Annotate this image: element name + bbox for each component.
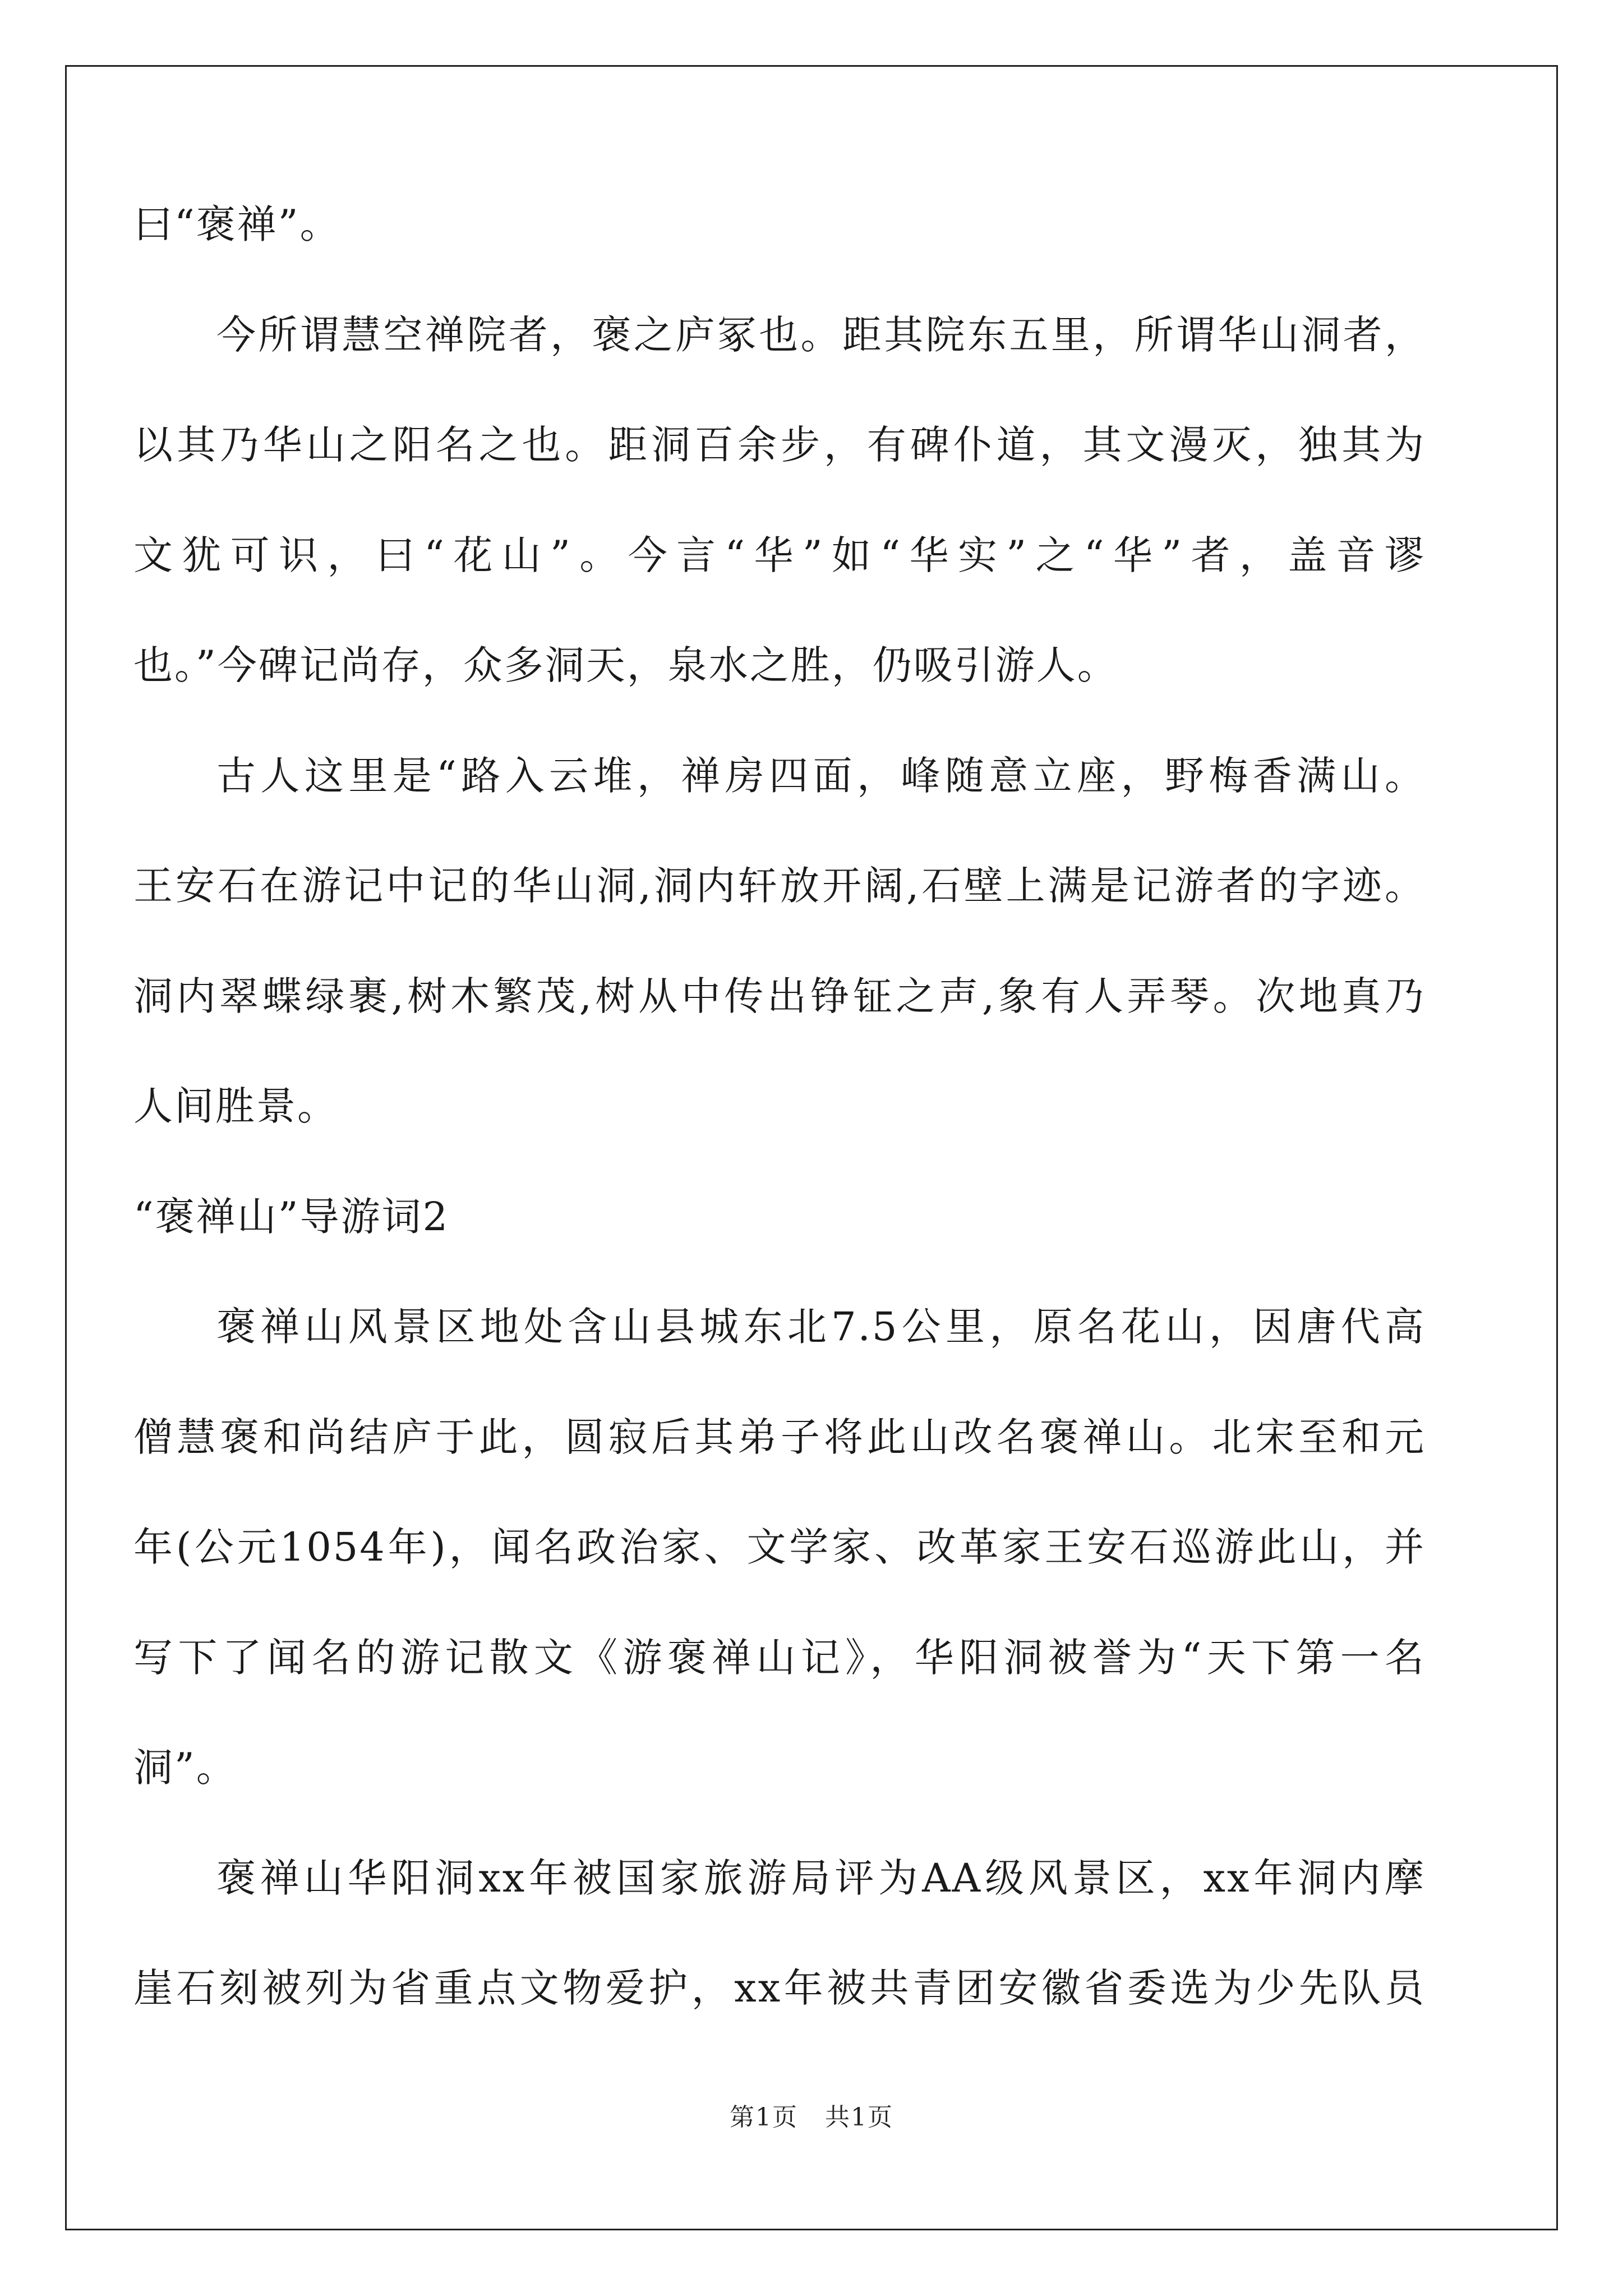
text-line: 僧慧褒和尚结庐于此，圆寂后其弟子将此山改名褒禅山。北宋至和元 [133,1414,1426,1460]
text-line: 古人这里是“路入云堆，禅房四面，峰随意立座，野梅香满山。 [216,752,1426,799]
text-line: 文犹可识，曰“花山”。今言“华”如“华实”之“华”者，盖音谬 [133,532,1426,578]
text-line: 洞”。 [133,1745,237,1791]
text-line: 写下了闻名的游记散文《游褒禅山记》，华阳洞被誉为“天下第一名 [133,1634,1426,1681]
text-line: 王安石在游记中记的华山洞,洞内轩放开阔,石壁上满是记游者的字迹。 [133,863,1426,909]
text-line: 也。”今碑记尚存，众多洞天，泉水之胜，仍吸引游人。 [133,642,1118,688]
page-border [65,65,1558,2230]
section-heading: “褒禅山”导游词2 [133,1193,450,1240]
text-line: 今所谓慧空禅院者，褒之庐冢也。距其院东五里，所谓华山洞者， [216,311,1426,358]
text-line: 年(公元1054年)，闻名政治家、文学家、改革家王安石巡游此山，并 [133,1524,1426,1570]
text-line: 以其乃华山之阳名之也。距洞百余步，有碑仆道，其文漫灭，独其为 [133,422,1426,468]
text-line: 褒禅山风景区地处含山县城东北7.5公里，原名花山，因唐代高 [216,1304,1426,1350]
text-line: 褒禅山华阳洞xx年被国家旅游局评为AA级风景区，xx年洞内摩 [216,1855,1426,1901]
page-footer: 第1页 共1页 [730,2103,893,2132]
text-line: 曰“褒禅”。 [133,201,341,247]
text-line: 崖石刻被列为省重点文物爱护，xx年被共青团安徽省委选为少先队员 [133,1965,1426,2011]
text-line: 洞内翠蝶绿裹,树木繁茂,树从中传出铮钲之声,象有人弄琴。次地真乃 [133,973,1426,1019]
text-line: 人间胜景。 [133,1083,338,1129]
